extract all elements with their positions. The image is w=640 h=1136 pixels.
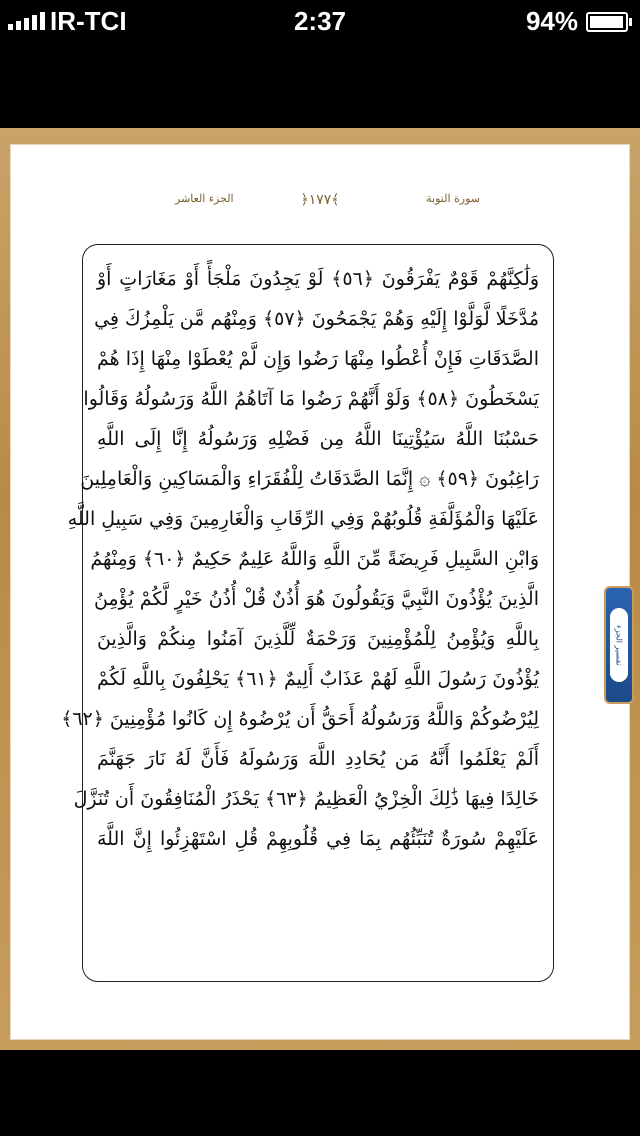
verse-line[interactable]: حَسْبُنَا اللَّهُ سَيُؤْتِينَا اللَّهُ مِن فَضْلِهِ وَرَسُولُهُ إِنَّا إِلَى اللَّهِ	[97, 428, 539, 450]
verse-line[interactable]: الصَّدَقَاتِ فَإِنْ أُعْطُوا مِنْهَا رَضُوا وَإِن لَّمْ يُعْطَوْا مِنْهَا إِذَا هُمْ	[97, 348, 539, 370]
tafsir-tab-label: تفسیر الجزء	[610, 608, 628, 682]
quran-text-box	[61, 244, 554, 982]
verse-line[interactable]: وَابْنِ السَّبِيلِ فَرِيضَةً مِّنَ اللَّهِ وَاللَّهُ عَلِيمٌ حَكِيمٌ ﴿٦٠﴾ وَمِنْهُمُ	[90, 548, 539, 570]
battery-percentage: 94%	[525, 6, 578, 36]
surah-label: سورة التوبة	[426, 192, 480, 205]
verse-line[interactable]: أَلَمْ يَعْلَمُوا أَنَّهُ مَن يُحَادِدِ اللَّهَ وَرَسُولَهُ فَأَنَّ لَهُ نَارَ جَهَنَّمَ	[97, 748, 539, 770]
status-time: 2:37	[293, 6, 347, 36]
verse-line[interactable]: عَلَيْهِمْ سُورَةٌ تُنَبِّئُهُم بِمَا فِي قُلُوبِهِمْ قُلِ اسْتَهْزِئُوا إِنَّ اللَّهَ	[97, 828, 539, 850]
page-number: ﴿١٧٧﴾	[300, 192, 340, 208]
verse-line[interactable]: الَّذِينَ يُؤْذُونَ النَّبِيَّ وَيَقُولُونَ هُوَ أُذُنٌ قُلْ أُذُنُ خَيْرٍ لَّكُمْ يُؤْمِنُ	[93, 588, 539, 610]
battery-icon	[586, 12, 628, 32]
verse-line[interactable]: مُدَّخَلًا لَّوَلَّوْا إِلَيْهِ وَهُمْ يَجْمَحُونَ ﴿٥٧﴾ وَمِنْهُم مَّن يَلْمِزُكَ فِي	[94, 308, 539, 330]
mushaf-page[interactable]	[10, 144, 630, 1040]
verse-line[interactable]: رَاغِبُونَ ﴿٥٩﴾ ۞ إِنَّمَا الصَّدَقَاتُ لِلْفُقَرَاءِ وَالْمَسَاكِينِ وَالْعَامِلِينَ	[80, 468, 539, 490]
verse-line[interactable]: بِاللَّهِ وَيُؤْمِنُ لِلْمُؤْمِنِينَ وَرَحْمَةٌ لِّلَّذِينَ آمَنُوا مِنكُمْ وَالَّذِينَ	[97, 628, 539, 650]
page-frame	[0, 128, 640, 1050]
verse-line[interactable]: خَالِدًا فِيهَا ذَٰلِكَ الْخِزْيُ الْعَظِيمُ ﴿٦٣﴾ يَحْذَرُ الْمُنَافِقُونَ أَن تُنَزَّلَ	[73, 788, 539, 810]
verse-line[interactable]: لِيُرْضُوكُمْ وَاللَّهُ وَرَسُولُهُ أَحَقُّ أَن يُرْضُوهُ إِن كَانُوا مُؤْمِنِينَ ﴿٦٢﴾	[61, 708, 539, 730]
verse-line[interactable]: يَسْخَطُونَ ﴿٥٨﴾ وَلَوْ أَنَّهُمْ رَضُوا مَا آتَاهُمُ اللَّهُ وَرَسُولُهُ وَقَالُوا	[83, 388, 539, 410]
juz-label: الجزء العاشر	[175, 192, 234, 205]
carrier-name: IR-TCI	[50, 6, 127, 36]
tafsir-side-tab[interactable]	[604, 586, 634, 704]
verse-line[interactable]: وَلَٰكِنَّهُمْ قَوْمٌ يَفْرَقُونَ ﴿٥٦﴾ لَوْ يَجِدُونَ مَلْجَأً أَوْ مَغَارَاتٍ أَوْ	[97, 268, 540, 290]
verse-line[interactable]: عَلَيْهَا وَالْمُؤَلَّفَةِ قُلُوبُهُمْ وَفِي الرِّقَابِ وَالْغَارِمِينَ وَفِي سَبِيلِ اللَّهِ	[67, 508, 539, 530]
page-header	[10, 192, 630, 214]
status-bar	[0, 0, 640, 40]
verse-line[interactable]: يُؤْذُونَ رَسُولَ اللَّهِ لَهُمْ عَذَابٌ أَلِيمٌ ﴿٦١﴾ يَحْلِفُونَ بِاللَّهِ لَكُمْ	[97, 668, 540, 690]
